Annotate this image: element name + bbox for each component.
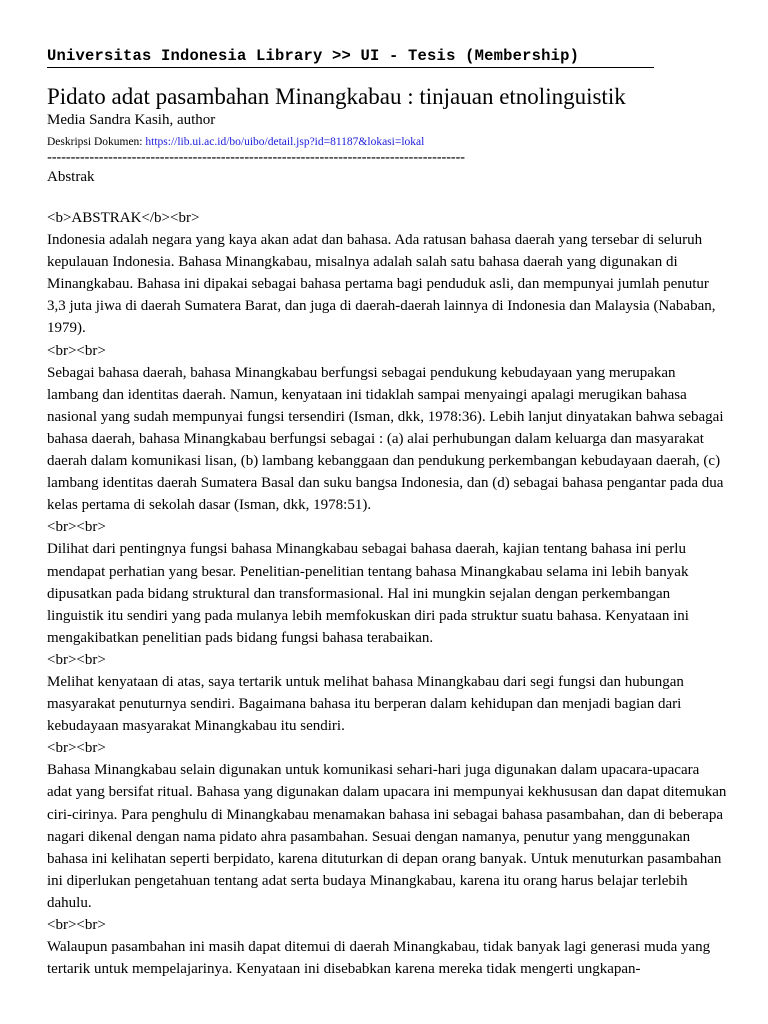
description-link[interactable]: https://lib.ui.ac.id/bo/uibo/detail.jsp?id=81187&lokasi=lokal <box>145 136 425 148</box>
abstract-paragraph: Dilihat dari pentingnya fungsi bahasa Minangkabau sebagai bahasa daerah, kajian tentang bahasa ini perlu mendapat perhatian yang besar. Penelitian-penelitian tentang bahasa Minangkabau selama ini lebih banyak dipusatkan pada bidang struktural dan transformasional. Hal ini mungkin sejalan dengan perkembangan linguistik itu sendiri yang pada mulanya lebih memfokuskan diri pada struktur suatu bahasa. Kenyataan ini mengakibatkan penelitian pads bidang fungsi bahasa terabaikan. <box>47 541 689 646</box>
abstract-paragraph: Bahasa Minangkabau selain digunakan untuk komunikasi sehari-hari juga digunakan dalam upacara-upacara adat yang bersifat ritual. Bahasa yang digunakan dalam upacara ini mempunyai kekhususan dan dapat ditemukan ciri-cirinya. Para penghulu di Minangkabau menamakan bahasa ini sebagai bahasa pasambahan, dan di beberapa nagari dikenal dengan nama pidato ahra pasambahan. Sesuai dengan namanya, penutur yang menggunakan bahasa ini kelihatan seperti berpidato, karena dituturkan di depan orang banyak. Untuk menuturkan pasambahan ini diperlukan pengetahuan tentang adat serta budaya Minangkabau, karena itu orang harus belajar terlebih dahulu. <box>47 762 727 911</box>
breadcrumb-header[interactable]: Universitas Indonesia Library >> UI - Tesis (Membership) <box>47 46 654 68</box>
br-marker: <br><br> <box>47 519 106 536</box>
abstract-body <box>47 207 727 980</box>
abstract-label: Abstrak <box>47 169 95 185</box>
document-author: Media Sandra Kasih, author <box>47 112 216 128</box>
document-page <box>47 46 727 980</box>
description-label: Deskripsi Dokumen: <box>47 136 143 148</box>
document-description <box>47 134 727 150</box>
abstract-paragraph: Indonesia adalah negara yang kaya akan adat dan bahasa. Ada ratusan bahasa daerah yang tersebar di seluruh kepulauan Indonesia. Bahasa Minangkabau, misalnya adalah salah satu bahasa daerah yang digunakan di Minangkabau. Bahasa ini dipakai sebagai bahasa pertama bagi penduduk asli, dan mempunyai jumlah penutur 3,3 juta jiwa di daerah Sumatera Barat, dan juga di daerah-daerah lainnya di Indonesia dan Malaysia (Nababan, 1979). <box>47 232 716 337</box>
br-marker: <br><br> <box>47 740 106 757</box>
abstract-paragraph: Melihat kenyataan di atas, saya tertarik untuk melihat bahasa Minangkabau dari segi fungsi dan hubungan masyarakat penuturnya sendiri. Bagaimana bahasa itu berperan dalam kehidupan dan menjadi bagian dari kebudayaan masyarakat Minangkabau itu sendiri. <box>47 673 684 735</box>
br-marker: <br><br> <box>47 917 106 933</box>
document-title: Pidato adat pasambahan Minangkabau : tinjauan etnolinguistik <box>47 84 626 109</box>
br-marker: <br><br> <box>47 651 106 668</box>
abstract-heading-markup: <b>ABSTRAK</b><br> <box>47 210 200 226</box>
abstract-paragraph: Walaupun pasambahan ini masih dapat ditemui di daerah Minangkabau, tidak banyak lagi generasi muda yang tertarik untuk mempelajarinya. Kenyataan ini disebabkan karena mereka tidak mengerti ungkapan- <box>47 939 711 978</box>
separator-line: ----------------------------------------------------------------------------------------- <box>47 150 465 166</box>
abstract-paragraph: Sebagai bahasa daerah, bahasa Minangkabau berfungsi sebagai pendukung kebudayaan yang merupakan lambang dan identitas daerah. Namun, kenyataan ini tidaklah sampai menyaingi apalagi merugikan bahasa nasional yang sudah mempunyai fungsi tersendiri (Isman, dkk, 1978:36). Lebih lanjut dinyatakan bahwa sebagai bahasa daerah, bahasa Minangkabau berfungsi sebagai : (a) alai perhubungan dalam keluarga dan masyarakat daerah dalam komunikasi lisan, (b) lambang kebanggaan dan pendukung perkembangan kebudayaan daerah, (c) lambang identitas daerah Sumatera Basal dan suku bangsa Indonesia, dan (d) sebagai bahasa pengantar pada dua kelas pertama di sekolah dasar (Isman, dkk, 1978:51). <box>47 364 724 514</box>
br-marker: <br><br> <box>47 342 106 359</box>
